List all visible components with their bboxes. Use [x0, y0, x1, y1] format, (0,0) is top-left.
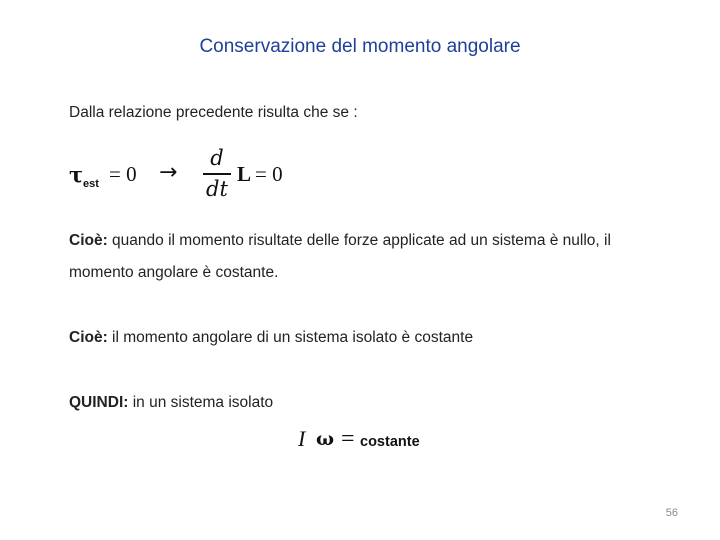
fraction-denominator: dt — [206, 176, 228, 201]
derivative-fraction — [203, 146, 231, 201]
slide-title: Conservazione del momento angolare — [199, 36, 521, 57]
paragraph-1-label: Cioè: — [69, 232, 108, 249]
fraction-numerator: d — [210, 146, 224, 170]
equation-torque-zero — [69, 146, 369, 206]
paragraph-2-text: il momento angolare di un sistema isolato è costante — [107, 329, 474, 346]
paragraph-2 — [69, 329, 473, 347]
paragraph-3-label: QUINDI: — [69, 394, 129, 411]
paragraph-2-label: Cioè: — [69, 329, 108, 346]
final-value: costante — [360, 434, 420, 450]
paragraph-1-line-2: momento angolare è costante. — [69, 264, 279, 281]
paragraph-1-text: quando il momento risultate delle forze applicate ad un sistema è nullo, il — [107, 232, 611, 249]
equals-zero: = 0 — [109, 162, 137, 186]
paragraph-1-line-1 — [69, 232, 611, 250]
final-equals: = — [341, 426, 355, 452]
paragraph-3 — [69, 394, 273, 412]
implies-arrow-icon: → — [159, 160, 178, 185]
inertia-symbol: I — [298, 426, 306, 451]
equals-zero-L: = 0 — [255, 162, 283, 186]
page-number: 56 — [665, 507, 678, 519]
paragraph-3-text: in un sistema isolato — [128, 394, 274, 411]
angular-momentum-symbol: L — [237, 162, 252, 186]
intro-text: Dalla relazione precedente risulta che se : — [69, 104, 358, 121]
tau-subscript: est — [83, 178, 99, 190]
tau-symbol: τ — [69, 162, 84, 187]
fraction-bar — [203, 173, 231, 175]
final-equation — [298, 426, 498, 456]
omega-symbol: ω — [316, 428, 335, 450]
